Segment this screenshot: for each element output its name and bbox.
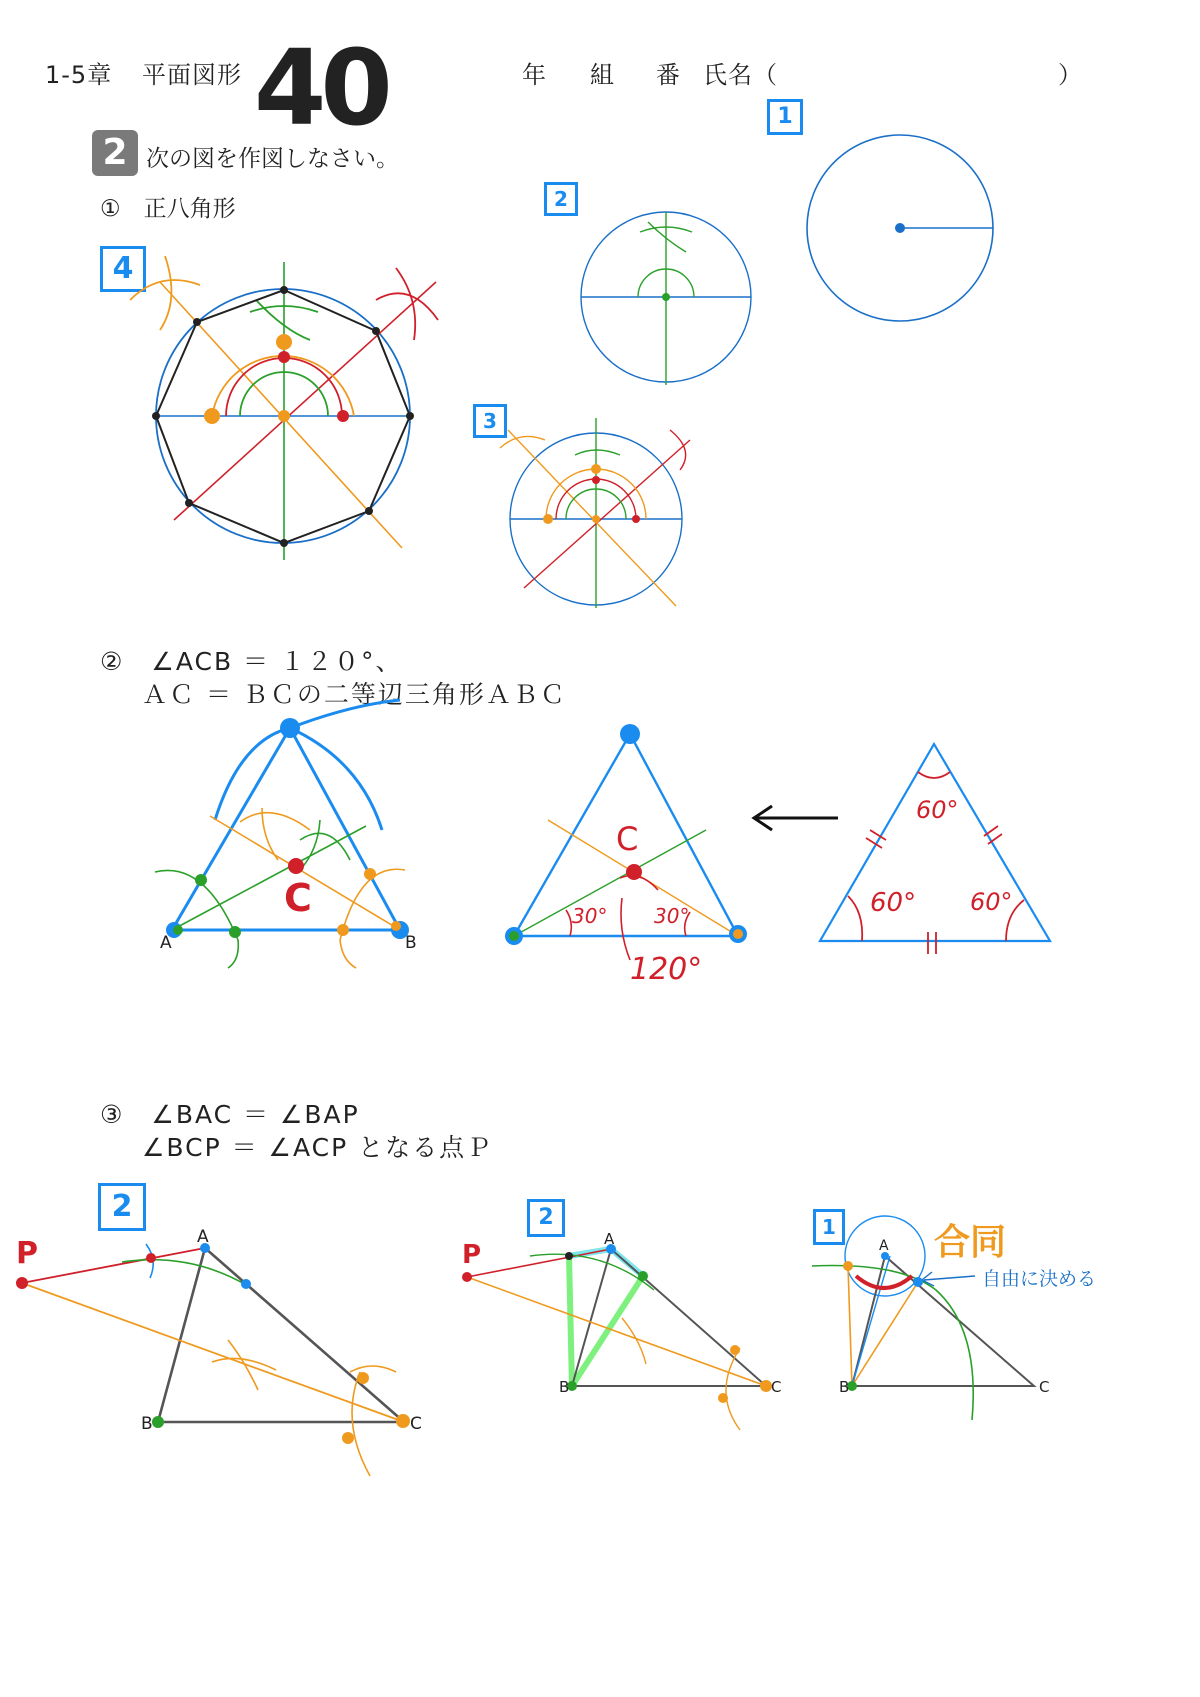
topic-label: 平面図形 xyxy=(142,61,242,89)
point-b-label: B xyxy=(405,933,417,953)
question-number-badge: 2 xyxy=(92,130,138,176)
p3f2-point-b-label: B xyxy=(559,1378,570,1396)
step-badge-p3-fig1: 2 xyxy=(98,1183,146,1231)
part2-line2: ＡＣ ＝ ＢＣの二等辺三角形ＡＢＣ xyxy=(142,680,567,709)
part3-line1: ③ ∠BAC ＝ ∠BAP xyxy=(100,1100,360,1129)
p3f3-point-c-label: C xyxy=(1039,1378,1050,1396)
point-p-label-fig2: P xyxy=(462,1240,482,1270)
step-badge-p3-fig2: 2 xyxy=(527,1199,565,1237)
p3f3-point-a-label: A xyxy=(879,1238,889,1254)
octagon-step3-figure xyxy=(500,418,690,608)
p3f3-point-b-label: B xyxy=(839,1378,850,1396)
point-c-label: C xyxy=(284,876,312,920)
octagon-step1-figure xyxy=(807,135,993,321)
step-badge-4: 4 xyxy=(100,246,146,292)
equilateral-triangle-figure xyxy=(820,744,1050,954)
point-p-label: P xyxy=(16,1236,38,1271)
p3f2-point-c-label: C xyxy=(771,1378,782,1396)
point-c-label-fig2: C xyxy=(616,820,639,858)
octagon-step4-figure xyxy=(130,256,438,560)
point-p-construction-figure xyxy=(16,1243,410,1476)
center-point xyxy=(895,223,905,233)
class-label: 組 xyxy=(590,61,615,89)
congruent-title: 合同 xyxy=(934,1222,1007,1263)
part1-label: ① 正八角形 xyxy=(100,196,236,222)
p3-point-a-label: A xyxy=(197,1227,209,1247)
step-badge-2: 2 xyxy=(544,182,578,216)
angle-b-label: 30° xyxy=(654,904,690,928)
point-a-label: A xyxy=(160,933,172,953)
angle-c-label: 120° xyxy=(630,952,703,987)
point-p-congruence-figure xyxy=(462,1244,772,1430)
p3-point-c-label: C xyxy=(410,1414,422,1434)
part3-line2: ∠BCP ＝ ∠ACP となる点Ｐ xyxy=(142,1133,494,1162)
p3-point-b-label: B xyxy=(141,1414,153,1434)
octagon-step2-figure xyxy=(581,212,751,385)
part2-line1: ② ∠ACB ＝ １２０°、 xyxy=(100,647,403,676)
year-label: 年 xyxy=(522,61,547,89)
question-instruction: 次の図を作図しなさい。 xyxy=(146,146,399,172)
sheet-number: 40 xyxy=(254,27,387,149)
name-label: 氏名（ xyxy=(703,61,778,89)
free-choice-note: 自由に決める xyxy=(982,1268,1097,1290)
angle-left-label: 60° xyxy=(870,888,917,918)
p3f2-point-a-label: A xyxy=(604,1230,615,1248)
angle-right-label: 60° xyxy=(970,888,1013,916)
step-badge-p3-fig3: 1 xyxy=(813,1209,845,1245)
number-label: 番 xyxy=(656,61,681,89)
step-badge-3: 3 xyxy=(473,404,507,438)
arrow-icon xyxy=(754,806,838,830)
angle-a-label: 30° xyxy=(572,904,608,928)
angle-top-label: 60° xyxy=(916,796,959,824)
isosceles-construction-figure xyxy=(155,700,409,968)
chapter-label: 1-5章 xyxy=(45,61,113,89)
step-badge-1: 1 xyxy=(767,99,803,135)
name-close: ） xyxy=(1058,61,1083,89)
